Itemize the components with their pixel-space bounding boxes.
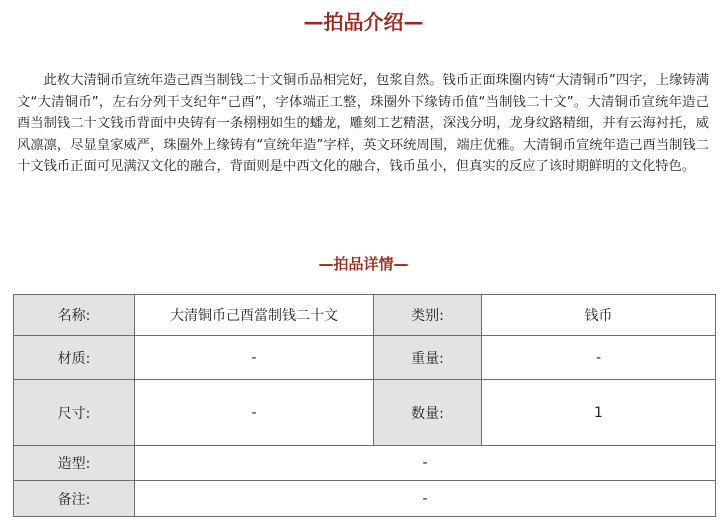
name-value: 大清铜币己酉當制钱二十文 — [135, 295, 374, 336]
shape-label: 造型: — [14, 446, 135, 481]
details-table — [13, 294, 716, 517]
table-row — [14, 446, 716, 481]
table-row — [14, 380, 716, 446]
quantity-label: 数量: — [374, 380, 482, 446]
intro-section-title: —拍品介绍— — [303, 10, 424, 34]
material-value: - — [135, 336, 374, 380]
intro-paragraph: 此枚大清铜币宣统年造己酉当制钱二十文铜币品相完好，包浆自然。钱币正面珠圈内铸“大清铜币”四字，上缘铸满文“大清铜币”，左右分列干支纪年“己酉”，字体端正工整，珠圈外下缘铸币值“当制钱二十文”。大清铜币宣统年造己酉当制钱二十文钱币背面中央铸有一条栩栩如生的蟠龙，雕刻工艺精湛，深浅分明，龙身纹路精细，并有云海衬托，威风凛凛，尽显皇家威严，珠圈外上缘铸有“宣统年造”字样，英文环统周围，端庄优雅。大清铜币宣统年造己酉当制钱二十文钱币正面可见满汉文化的融合，背面则是中西文化的融合，钱币虽小，但真实的反应了该时期鲜明的文化特色。 — [17, 73, 709, 174]
table-row — [14, 336, 716, 380]
material-label: 材质: — [14, 336, 135, 380]
details-section-title: —拍品详情— — [318, 255, 409, 273]
size-value: - — [135, 380, 374, 446]
size-label: 尺寸: — [14, 380, 135, 446]
weight-label: 重量: — [374, 336, 482, 380]
table-row — [14, 481, 716, 517]
quantity-value: 1 — [482, 380, 716, 446]
table-row — [14, 295, 716, 336]
weight-value: - — [482, 336, 716, 380]
remark-value: - — [135, 481, 716, 517]
category-label: 类别: — [374, 295, 482, 336]
category-value: 钱币 — [482, 295, 716, 336]
remark-label: 备注: — [14, 481, 135, 517]
shape-value: - — [135, 446, 716, 481]
name-label: 名称: — [14, 295, 135, 336]
